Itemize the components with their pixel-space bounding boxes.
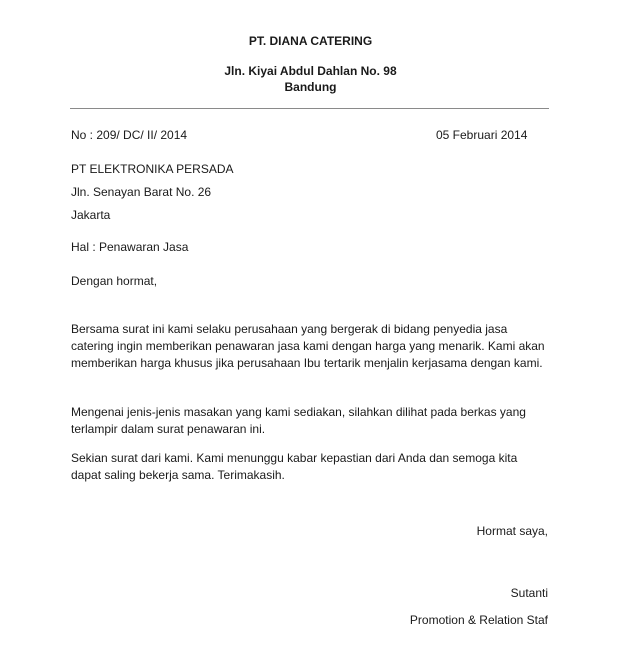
letter-greeting: Dengan hormat,	[71, 274, 158, 288]
company-address-line1: Jln. Kiyai Abdul Dahlan No. 98	[224, 64, 397, 78]
body-paragraph-1: Bersama surat ini kami selaku perusahaan yang bergerak di bidang penyedia jasa catering ingin memberikan penawaran jasa kami dengan harga yang menarik. Kami akan memberikan harga khusus jika perusahaan Ibu tertarik menjalin kerjasama dengan kami.	[71, 322, 545, 370]
company-address-line2: Bandung	[284, 80, 337, 94]
recipient-city: Jakarta	[71, 208, 111, 222]
letter-date: 05 Februari 2014	[436, 128, 528, 142]
signer-title: Promotion & Relation Staf	[409, 613, 548, 627]
body-paragraph-3: Sekian surat dari kami. Kami menunggu kabar kepastian dari Anda dan semoga kita dapat saling bekerja sama. Terimakasih.	[71, 451, 518, 482]
body-paragraph-2: Mengenai jenis-jenis masakan yang kami sediakan, silahkan dilihat pada berkas yang terlampir dalam surat penawaran ini.	[71, 405, 526, 436]
signer-name: Sutanti	[510, 586, 548, 600]
letter-number: No : 209/ DC/ II/ 2014	[71, 128, 188, 142]
letter-subject: Hal : Penawaran Jasa	[71, 240, 189, 254]
company-name: PT. DIANA CATERING	[248, 34, 373, 48]
recipient-name: PT ELEKTRONIKA PERSADA	[71, 162, 234, 176]
header-divider	[70, 108, 549, 109]
recipient-street: Jln. Senayan Barat No. 26	[71, 185, 212, 199]
closing-salutation: Hormat saya,	[476, 524, 548, 538]
